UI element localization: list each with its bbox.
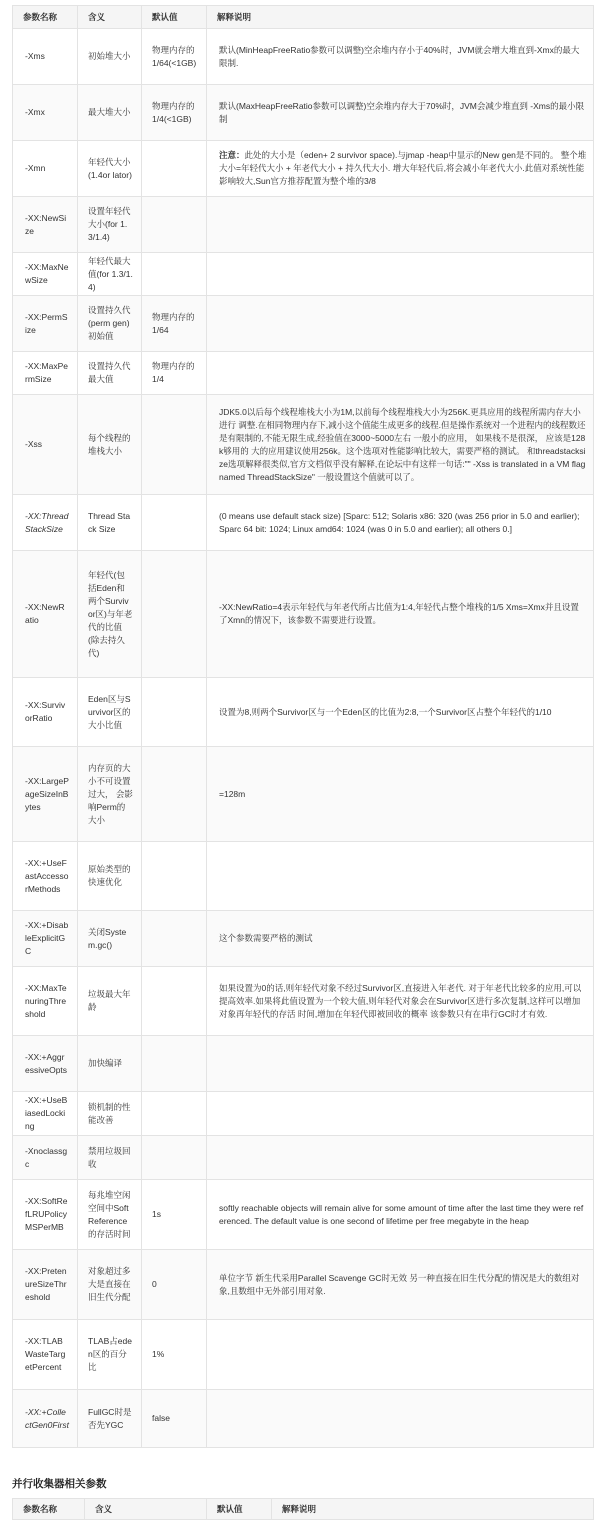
param-meaning-cell: 加快编译: [78, 1036, 142, 1092]
param-desc-cell: [207, 352, 594, 395]
header-desc: 解释说明: [272, 1499, 594, 1520]
table-row: [13, 495, 594, 551]
param-default-cell: [142, 911, 207, 967]
param-name-cell: -XX:PretenureSizeThreshold: [13, 1250, 78, 1320]
param-meaning-cell: 设置持久代最大值: [78, 352, 142, 395]
param-default-cell: 物理内存的1/64(<1GB): [142, 29, 207, 85]
param-meaning-cell: 内存页的大小不可设置过大， 会影响Perm的大小: [78, 747, 142, 842]
param-default-cell: 1%: [142, 1320, 207, 1390]
param-desc-cell: [207, 842, 594, 911]
param-name-cell: -Xss: [13, 395, 78, 495]
param-meaning-cell: 禁用垃圾回收: [78, 1136, 142, 1180]
param-default-cell: [142, 141, 207, 197]
param-name-cell: -XX:+AggressiveOpts: [13, 1036, 78, 1092]
table-row: [13, 141, 594, 197]
param-desc-cell: [207, 296, 594, 352]
param-name-cell: -XX:+UseBiasedLocking: [13, 1092, 78, 1136]
param-desc-cell: [207, 967, 594, 1036]
table-row: [13, 678, 594, 747]
desc-text: JDK5.0以后每个线程堆栈大小为1M,以前每个线程堆栈大小为256K.更具应用的线程所需内存大小进行 调整.在相同物理内存下,减小这个值能生成更多的线程.但是操作系统对一个进程内的线程数还是有限制的,不能无限生成,经验值在3000~5000左右 一般小的应用， 如果栈不是很深， 应该是128k够用的 大的应用建议使用256k。这个选项对性能影响比较大，需要严格的测试。 和threadstacksize选项解释很类似,官方文档似乎没有解释,在论坛中有这样一句话:"" -Xss is translated in a VM flag named ThreadStackSize" 一般设置这个值就可以了。: [219, 406, 586, 482]
param-default-cell: [142, 495, 207, 551]
param-meaning-cell: 关闭System.gc(): [78, 911, 142, 967]
header-name: 参数名称: [13, 6, 78, 29]
section-title: 并行收集器相关参数: [12, 1478, 107, 1490]
param-meaning-cell: Thread Stack Size: [78, 495, 142, 551]
param-default-cell: [142, 842, 207, 911]
param-default-cell: [142, 747, 207, 842]
header-meaning: 含义: [85, 1499, 207, 1520]
param-name-cell: -Xmn: [13, 141, 78, 197]
param-desc-cell: [207, 1320, 594, 1390]
param-name-cell: -XX:LargePageSizeInBytes: [13, 747, 78, 842]
table-row: [13, 1250, 594, 1320]
table-header-row: [13, 1499, 594, 1520]
param-desc-cell: [207, 141, 594, 197]
param-name-cell: -XX:MaxTenuringThreshold: [13, 967, 78, 1036]
param-desc-cell: [207, 1180, 594, 1250]
param-name-cell: -Xnoclassgc: [13, 1136, 78, 1180]
param-name-cell: -XX:MaxNewSize: [13, 253, 78, 296]
param-desc-cell: [207, 1092, 594, 1136]
param-default-cell: 物理内存的1/64: [142, 296, 207, 352]
desc-text: =128m: [219, 788, 246, 799]
table-row: [13, 1180, 594, 1250]
param-default-cell: [142, 1092, 207, 1136]
param-desc-cell: [207, 197, 594, 253]
param-meaning-cell: 年轻代(包括Eden和两个Survivor区)与年老代的比值(除去持久代): [78, 551, 142, 678]
header-meaning: 含义: [78, 6, 142, 29]
param-name-cell: -Xms: [13, 29, 78, 85]
table-row: [13, 29, 594, 85]
desc-note-label: 注意：: [219, 150, 245, 160]
table-row: [13, 1390, 594, 1448]
param-desc-cell: [207, 1250, 594, 1320]
desc-text: softly reachable objects will remain alive for some amount of time after the last time they were referenced. The default value is one second of lifetime per free megabyte in the heap: [219, 1202, 584, 1226]
param-meaning-cell: 垃圾最大年龄: [78, 967, 142, 1036]
param-name-cell: -XX:SoftRefLRUPolicyMSPerMB: [13, 1180, 78, 1250]
desc-text: 单位字节 新生代采用Parallel Scavenge GC时无效 另一种直接在旧生代分配的情况是大的数组对象,且数组中无外部引用对象.: [219, 1272, 580, 1296]
param-default-cell: 物理内存的1/4: [142, 352, 207, 395]
param-name-cell: -XX:+UseFastAccessorMethods: [13, 842, 78, 911]
param-meaning-cell: 设置年轻代大小(for 1.3/1.4): [78, 197, 142, 253]
param-desc-cell: [207, 395, 594, 495]
param-default-cell: [142, 197, 207, 253]
param-desc-cell: [207, 911, 594, 967]
param-desc-cell: [207, 253, 594, 296]
param-desc-cell: [207, 1136, 594, 1180]
param-name-cell: -XX:TLABWasteTargetPercent: [13, 1320, 78, 1390]
param-meaning-cell: Eden区与Survivor区的大小比值: [78, 678, 142, 747]
table-row: [13, 1092, 594, 1136]
param-default-cell: [142, 967, 207, 1036]
desc-text: -XX:NewRatio=4表示年轻代与年老代所占比值为1:4,年轻代占整个堆栈的1/5 Xms=Xmx并且设置了Xmn的情况下，该参数不需要进行设置。: [219, 602, 579, 625]
table-header-row: [13, 6, 594, 29]
table-row: [13, 296, 594, 352]
param-name-cell: -XX:PermSize: [13, 296, 78, 352]
table-row: [13, 911, 594, 967]
desc-text: 默认(MinHeapFreeRatio参数可以调整)空余堆内存小于40%时，JVM就会增大堆直到-Xmx的最大限制.: [219, 44, 580, 68]
table-row: [13, 551, 594, 678]
param-default-cell: false: [142, 1390, 207, 1448]
param-desc-cell: [207, 85, 594, 141]
table-row: [13, 253, 594, 296]
desc-text: 默认(MaxHeapFreeRatio参数可以调整)空余堆内存大于70%时，JVM会减少堆直到 -Xms的最小限制: [219, 100, 585, 124]
header-desc: 解释说明: [207, 6, 594, 29]
desc-text: (0 means use default stack size) [Sparc: 512; Solaris x86: 320 (was 256 prior in 5.0 and earlier); Sparc 64 bit: 1024; Linux amd64: 1024 (was 0 in 5.0 and earlier); all others 0.]: [219, 510, 580, 534]
param-meaning-cell: FullGC时是否先YGC: [78, 1390, 142, 1448]
table-row: [13, 395, 594, 495]
table-row: [13, 1136, 594, 1180]
desc-text: 此处的大小是（eden+ 2 survivor space).与jmap -heap中显示的New gen是不同的。 整个堆大小=年轻代大小 + 年老代大小 + 持久代大小. 增大年轻代后,将会减小年老代大小.此值对系统性能影响较大,Sun官方推荐配置为整个堆的3/8: [219, 150, 587, 186]
param-desc-cell: [207, 495, 594, 551]
param-name-cell: -XX:ThreadStackSize: [13, 495, 78, 551]
param-desc-cell: [207, 29, 594, 85]
param-meaning-cell: 最大堆大小: [78, 85, 142, 141]
table-row: [13, 842, 594, 911]
param-meaning-cell: 设置持久代(perm gen)初始值: [78, 296, 142, 352]
param-default-cell: 1s: [142, 1180, 207, 1250]
desc-text: 这个参数需要严格的测试: [219, 933, 313, 943]
table-row: [13, 197, 594, 253]
param-meaning-cell: 年轻代最大值(for 1.3/1.4): [78, 253, 142, 296]
param-name-cell: -XX:NewRatio: [13, 551, 78, 678]
param-desc-cell: [207, 678, 594, 747]
param-default-cell: [142, 253, 207, 296]
param-default-cell: [142, 551, 207, 678]
header-name: 参数名称: [13, 1499, 85, 1520]
param-meaning-cell: 年轻代大小(1.4or lator): [78, 141, 142, 197]
table-row: [13, 352, 594, 395]
jvm-params-table: [12, 5, 594, 1448]
param-default-cell: [142, 1036, 207, 1092]
param-default-cell: [142, 1136, 207, 1180]
param-desc-cell: [207, 1390, 594, 1448]
param-default-cell: [142, 678, 207, 747]
param-default-cell: [142, 395, 207, 495]
param-meaning-cell: TLAB占eden区的百分比: [78, 1320, 142, 1390]
param-name-cell: -XX:SurvivorRatio: [13, 678, 78, 747]
header-default: 默认值: [142, 6, 207, 29]
param-meaning-cell: 初始堆大小: [78, 29, 142, 85]
param-name-cell: -Xmx: [13, 85, 78, 141]
param-meaning-cell: 每兆堆空闲空间中SoftReference的存活时间: [78, 1180, 142, 1250]
desc-text: 如果设置为0的话,则年轻代对象不经过Survivor区,直接进入年老代. 对于年老代比较多的应用,可以提高效率.如果将此值设置为一个较大值,则年轻代对象会在Survivor区进行多次复制,这样可以增加对象再年轻代的存活 时间,增加在年轻代即被回收的概率 该参数只有在串行GC时才有效.: [219, 982, 582, 1019]
param-desc-cell: [207, 1036, 594, 1092]
table-row: [13, 747, 594, 842]
param-name-cell: -XX:NewSize: [13, 197, 78, 253]
table-row: [13, 1320, 594, 1390]
param-default-cell: 0: [142, 1250, 207, 1320]
param-desc-cell: [207, 747, 594, 842]
param-name-cell: -XX:MaxPermSize: [13, 352, 78, 395]
table-row: [13, 967, 594, 1036]
param-default-cell: 物理内存的1/4(<1GB): [142, 85, 207, 141]
param-meaning-cell: 锁机制的性能改善: [78, 1092, 142, 1136]
desc-text: 设置为8,则两个Survivor区与一个Eden区的比值为2:8,一个Survivor区占整个年轻代的1/10: [219, 706, 552, 717]
table-row: [13, 85, 594, 141]
param-name-cell: -XX:+CollectGen0First: [13, 1390, 78, 1448]
param-meaning-cell: 原始类型的快速优化: [78, 842, 142, 911]
param-meaning-cell: 对象超过多大是直接在旧生代分配: [78, 1250, 142, 1320]
param-meaning-cell: 每个线程的堆栈大小: [78, 395, 142, 495]
table-row: [13, 1036, 594, 1092]
param-name-cell: -XX:+DisableExplicitGC: [13, 911, 78, 967]
param-desc-cell: [207, 551, 594, 678]
header-default: 默认值: [207, 1499, 272, 1520]
